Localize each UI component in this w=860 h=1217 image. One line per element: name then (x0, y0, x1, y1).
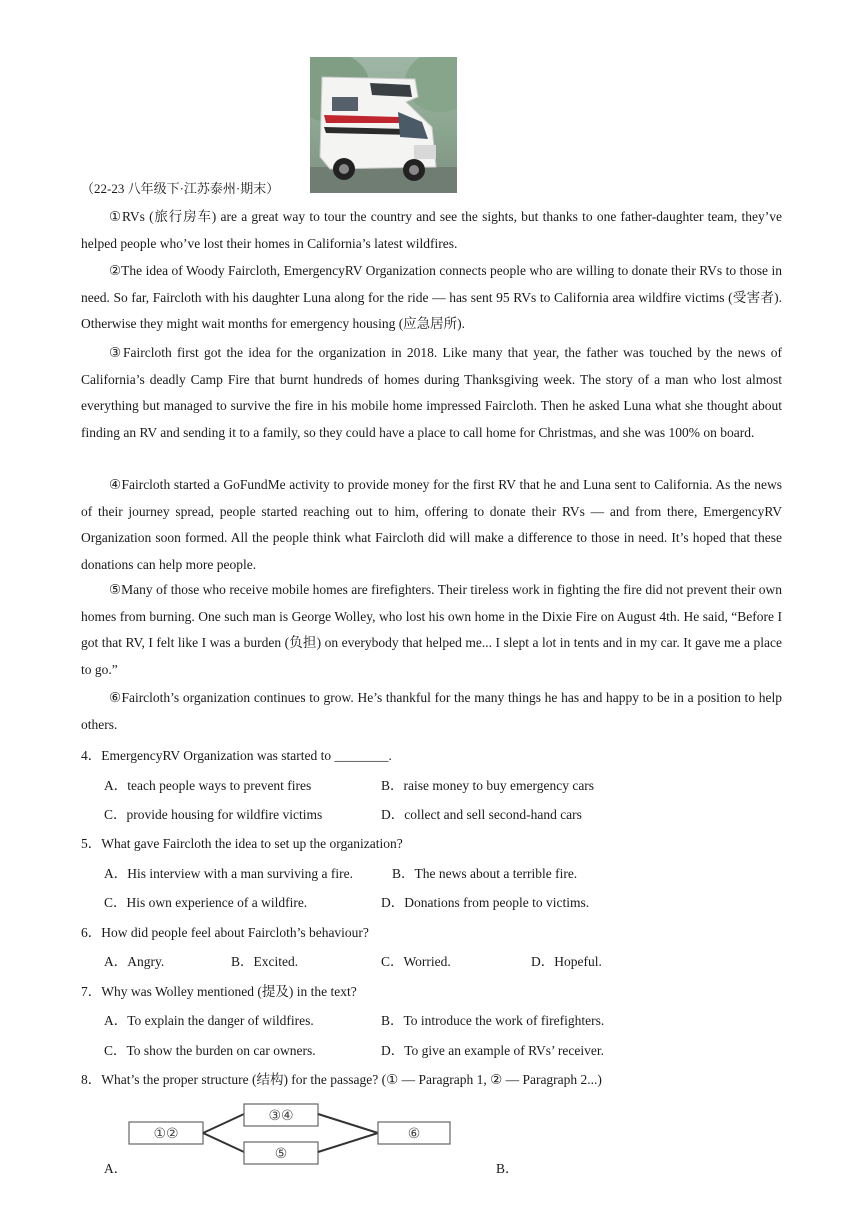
diagram-top-label: ③④ (268, 1108, 294, 1124)
question-4: 4．EmergencyRV Organization was started to ________. (81, 748, 392, 763)
diagram-right-box (378, 1122, 450, 1144)
paragraph-6: ⑥Faircloth’s organization continues to grow. He’s thankful for the many things he has and happy to be in a position to help others. (81, 690, 782, 732)
connector-left-bottom (203, 1133, 244, 1152)
rv-photo (310, 57, 457, 193)
structure-diagram-a (128, 1100, 458, 1170)
question-8: 8．What’s the proper structure (结构) for the passage? (① — Paragraph 1, ② — Paragraph 2...) (81, 1072, 602, 1087)
q5-option-a[interactable]: A．His interview with a man surviving a fire. (104, 866, 353, 881)
q7-option-c[interactable]: C．To show the burden on car owners. (104, 1043, 316, 1058)
diagram-left-label: ①② (153, 1126, 179, 1142)
q7-option-b[interactable]: B．To introduce the work of firefighters. (381, 1013, 605, 1028)
q6-option-d[interactable]: D．Hopeful. (531, 954, 602, 969)
q4-option-a[interactable]: A．teach people ways to prevent fires (104, 778, 312, 793)
q8-option-a[interactable]: A． (104, 1161, 128, 1176)
connector-bottom-right (318, 1133, 378, 1152)
q7-option-d[interactable]: D．To give an example of RVs’ receiver. (381, 1043, 605, 1058)
connector-left-top (203, 1114, 244, 1133)
paragraph-3: ③Faircloth first got the idea for the organization in 2018. Like many that year, the father was touched by the news of California’s deadly Camp Fire that burnt hundreds of homes during Thanksgiving week. The story of a man who lost almost everything but managed to survive the fire in his mobile home impressed Faircloth. Then he asked Luna what she thought about finding an RV and sending it to a family, so they could have a place to call home for Christmas, and she was 100% on board. (81, 345, 782, 440)
q4-option-d[interactable]: D．collect and sell second-hand cars (381, 807, 582, 822)
connector-top-right (318, 1114, 378, 1133)
q4-option-c[interactable]: C．provide housing for wildfire victims (104, 807, 323, 822)
paragraph-5: ⑤Many of those who receive mobile homes are firefighters. Their tireless work in fighting the fire did not prevent their own homes from burning. One such man is George Wolley, who lost his own home in the Dixie Fire on August 4th. He said, “Before I got that RV, I felt like I was a burden (负担) on everybody that helped me... I slept a lot in tents and in my car. It gave me a place to go.” (81, 582, 782, 677)
q6-option-b[interactable]: B．Excited. (231, 954, 299, 969)
paragraph-1: ①RVs (旅行房车) are a great way to tour the country and see the sights, but thanks to one father-daughter team, they’ve helped people who’ve lost their homes in California’s latest wildfires. (81, 209, 782, 251)
q8-option-b[interactable]: B． (496, 1161, 519, 1176)
rv-illustration (310, 57, 457, 193)
source-note: （22-23 八年级下·江苏泰州·期末） (81, 181, 280, 196)
q4-option-b[interactable]: B．raise money to buy emergency cars (381, 778, 595, 793)
q5-option-c[interactable]: C．His own experience of a wildfire. (104, 895, 308, 910)
diagram-bottom-box (244, 1142, 318, 1164)
paragraph-2: ②The idea of Woody Faircloth, EmergencyRV Organization connects people who are willing to donate their RVs to those in need. So far, Faircloth with his daughter Luna along for the ride — has sent 95 RVs to California area wildfire victims (受害者). Otherwise they might wait months for emergency housing (应急居所). (81, 263, 782, 331)
question-5: 5．What gave Faircloth the idea to set up the organization? (81, 836, 403, 851)
diagram-right-label: ⑥ (407, 1126, 421, 1142)
question-7: 7．Why was Wolley mentioned (提及) in the text? (81, 984, 357, 999)
diagram-top-box (244, 1104, 318, 1126)
paragraph-4: ④Faircloth started a GoFundMe activity to provide money for the first RV that he and Luna sent to California. As the news of their journey spread, people started reaching out to him, offering to donate their RVs — and from there, EmergencyRV Organization soon formed. All the people think what Faircloth did will make a difference to those in need. It’s hoped that these donations can help more people. (81, 477, 782, 572)
question-6: 6．How did people feel about Faircloth’s behaviour? (81, 925, 369, 940)
diagram-left-box (129, 1122, 203, 1144)
q7-option-a[interactable]: A．To explain the danger of wildfires. (104, 1013, 314, 1028)
q5-option-b[interactable]: B．The news about a terrible fire. (392, 866, 578, 881)
q5-option-d[interactable]: D．Donations from people to victims. (381, 895, 590, 910)
q6-option-c[interactable]: C．Worried. (381, 954, 451, 969)
diagram-bottom-label: ⑤ (274, 1146, 288, 1162)
q6-option-a[interactable]: A．Angry. (104, 954, 165, 969)
